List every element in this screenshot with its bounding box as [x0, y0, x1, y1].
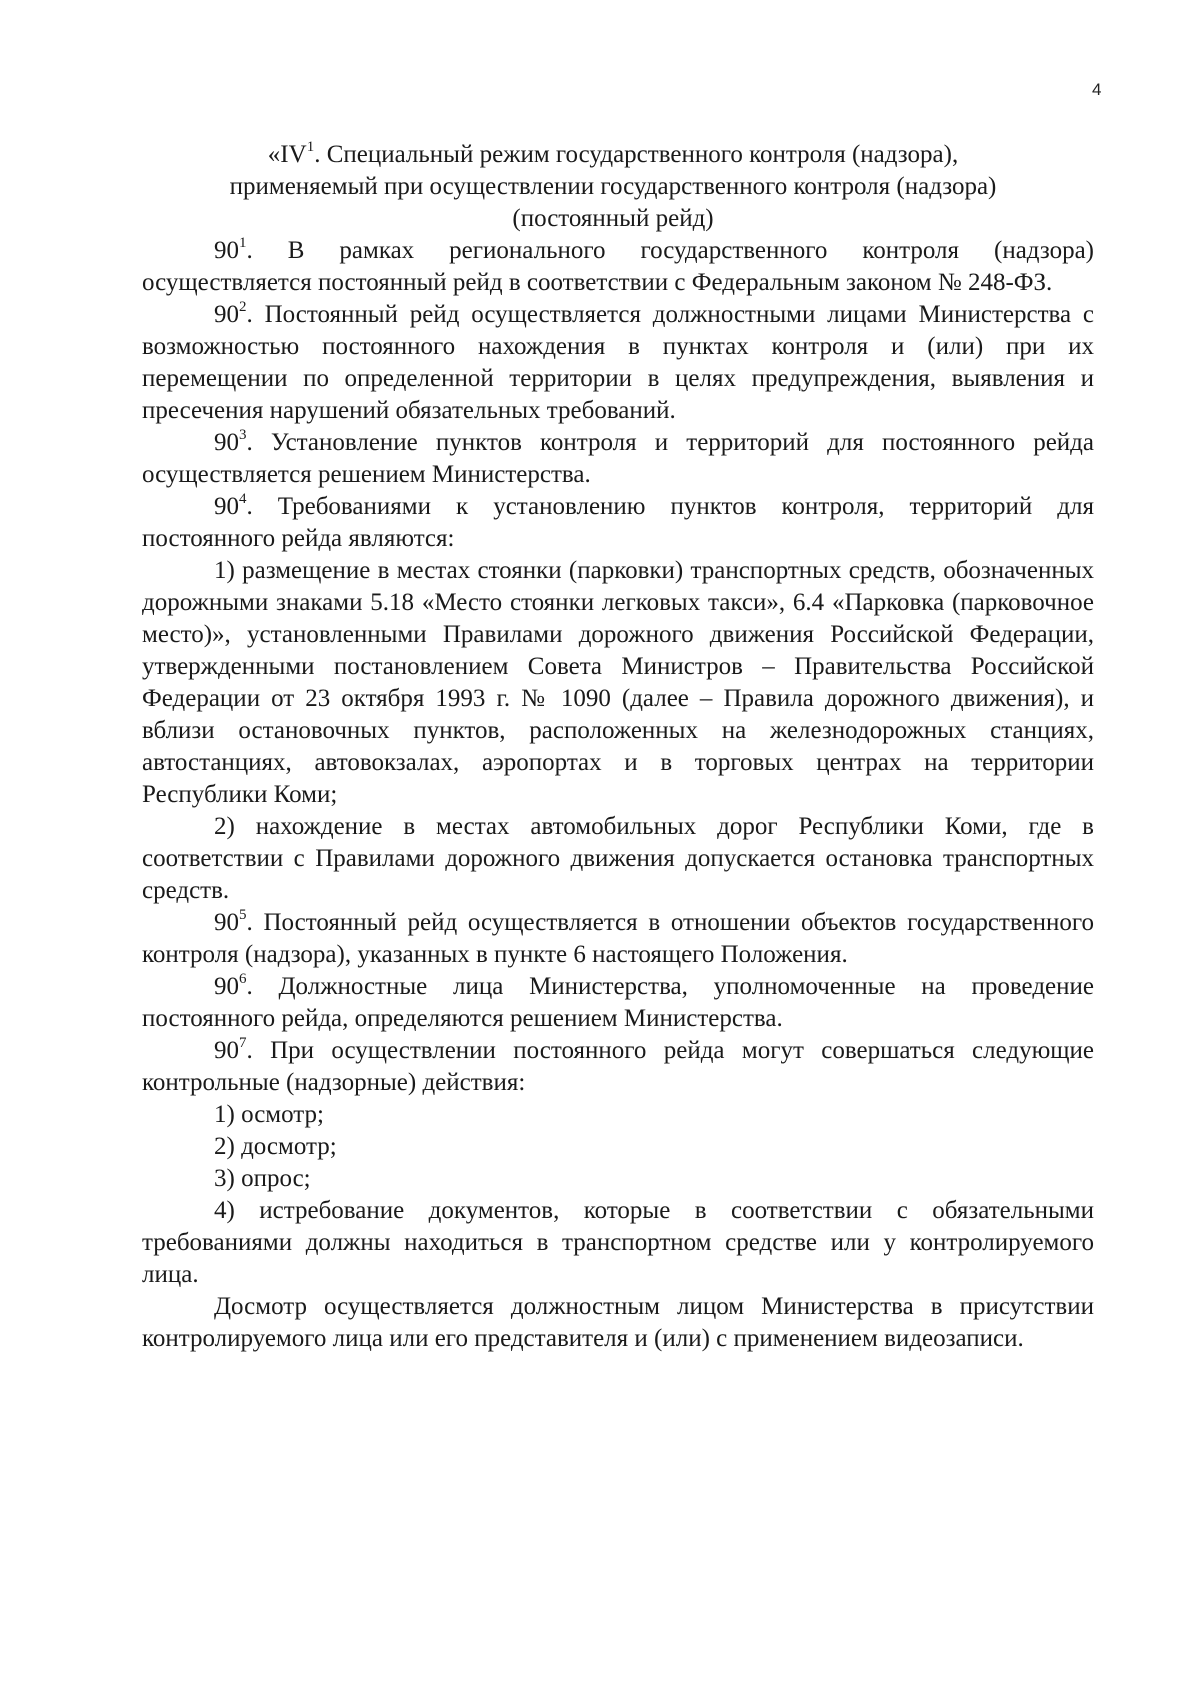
- section-heading: [142, 139, 1094, 235]
- paragraph-90-1: $90^1$. В рамках регионального государственного контроля (надзора) осуществляется постоянный рейд в соответствии с Федеральным законом № 248-ФЗ.: [142, 234, 1094, 296]
- requirement-item-1: 1) размещение в местах стоянки (парковки) транспортных средств, обозначенных дорожными знаками 5.18 «Место стоянки легковых такси», 6.4 «Парковка (парковочное место)», установленными Правилами дорожного движения Российской Федерации, утвержденными постановлением Совета Министров – Правительства Российской Федерации от 23 октября 1993 г. № 1090 (далее – Правила дорожного движения), и вблизи остановочных пунктов, расположенных на железнодорожных станциях, автостанциях, автовокзалах, аэропортах и в торговых центрах на территории Республики Коми;: [142, 557, 1094, 808]
- page-number: 4: [1092, 80, 1102, 99]
- paragraph-90-3: $90^3$. Установление пунктов контроля и территорий для постоянного рейда осуществляется решением Министерства.: [142, 426, 1094, 488]
- paragraph-90-5: $90^5$. Постоянный рейд осуществляется в отношении объектов государственного контроля (надзора), указанных в пункте 6 настоящего Положения.: [142, 906, 1094, 968]
- heading-rest: . Специальный режим государственного контроля (надзора),: [314, 141, 959, 168]
- document-body: [142, 139, 1094, 1355]
- heading-sup: 1: [306, 138, 315, 155]
- action-item-2: 2) досмотр;: [214, 1133, 337, 1160]
- final-paragraph: Досмотр осуществляется должностным лицом Министерства в присутствии контролируемого лица или его представителя и (или) с применением видеозаписи.: [142, 1293, 1094, 1352]
- heading-line-1: [142, 139, 1084, 171]
- heading-line-3: (постоянный рейд): [512, 205, 714, 232]
- paragraph-90-2: $90^2$. Постоянный рейд осуществляется должностными лицами Министерства с возможностью постоянного нахождения в пунктах контроля и (или) при их перемещении по определенной территории в целях предупреждения, выявления и пресечения нарушений обязательных требований.: [142, 298, 1094, 424]
- paragraph-90-7: $90^7$. При осуществлении постоянного рейда могут совершаться следующие контрольные (надзорные) действия:: [142, 1034, 1094, 1096]
- heading-prefix: «IV: [267, 141, 307, 168]
- paragraph-90-4: $90^4$. Требованиями к установлению пунктов контроля, территорий для постоянного рейда являются:: [142, 490, 1094, 552]
- action-item-4: 4) истребование документов, которые в соответствии с обязательными требованиями должны находиться в транспортном средстве или у контролируемого лица.: [142, 1197, 1094, 1288]
- paragraph-90-6: $90^6$. Должностные лица Министерства, уполномоченные на проведение постоянного рейда, определяются решением Министерства.: [142, 970, 1094, 1032]
- heading-line-2: применяемый при осуществлении государственного контроля (надзора): [229, 173, 997, 200]
- action-item-3: 3) опрос;: [214, 1165, 311, 1192]
- action-item-1: 1) осмотр;: [214, 1101, 324, 1128]
- requirement-item-2: 2) нахождение в местах автомобильных дорог Республики Коми, где в соответствии с Правилами дорожного движения допускается остановка транспортных средств.: [142, 813, 1094, 904]
